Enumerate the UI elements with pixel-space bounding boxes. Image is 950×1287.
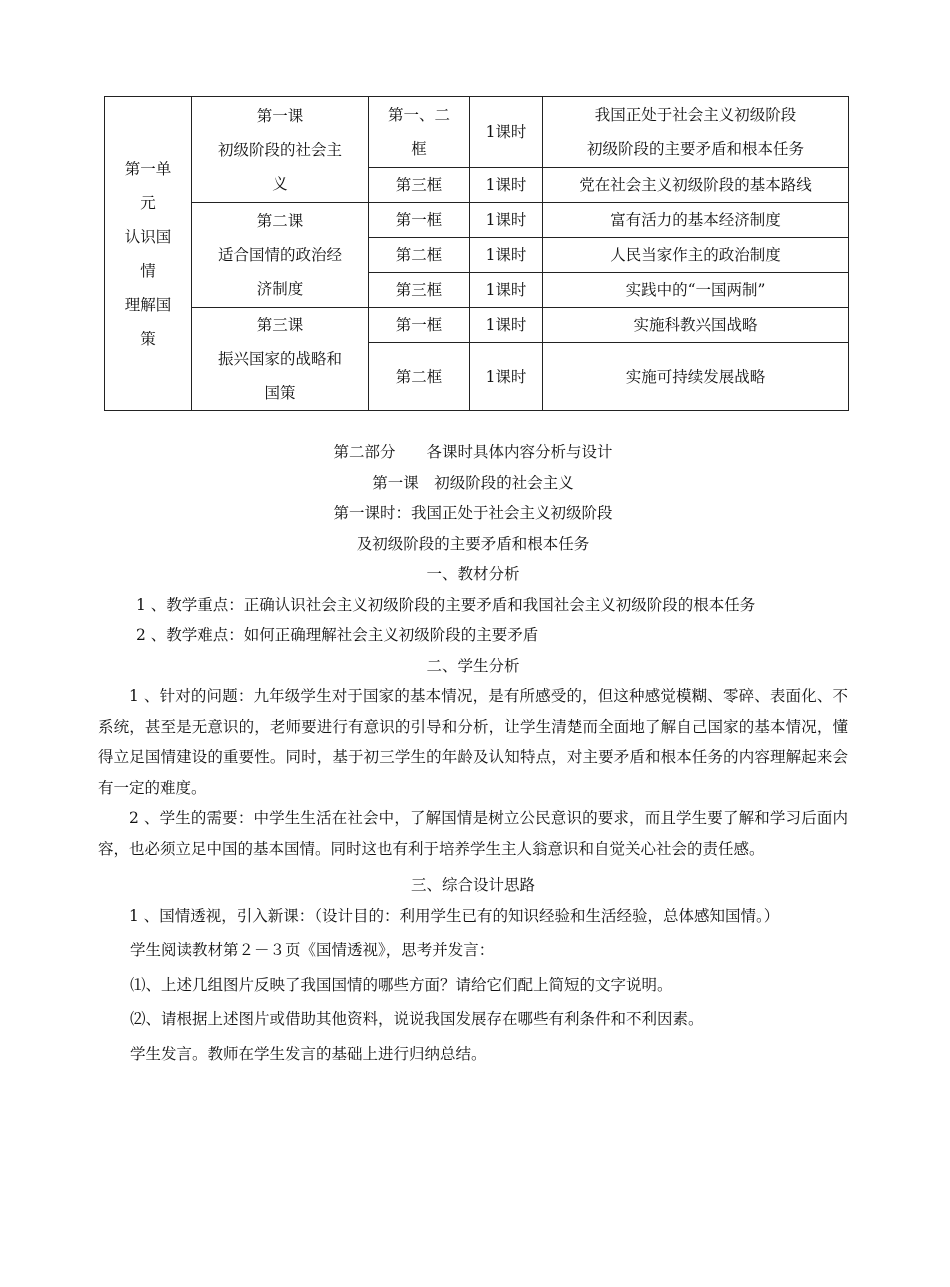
section-heading: 二、学生分析 [426,656,520,675]
section-cell: 第三框 [369,273,470,308]
document-body [98,437,848,1069]
hours-cell: 1课时 [470,273,543,308]
question-item: ⑴、上述几组图片反映了我国国情的哪些方面？请给它们配上简短的文字说明。 [130,975,673,994]
section-cell: 第二框 [369,238,470,273]
hours-cell: 1课时 [470,203,543,238]
paragraph: 1 、针对的问题：九年级学生对于国家的基本情况，是有所感受的，但这种感觉模糊、零碎、表面化、不系统，甚至是无意识的，老师要进行有意识的引导和分析，让学生清楚而全面地了解自己国家的基本情况，懂得立足国情建设的重要性。同时，基于初三学生的年龄及认知特点，对主要矛盾和根本任务的内容理解起来会有一定的难度。 [98,687,848,797]
period-subtitle: 及初级阶段的主要矛盾和根本任务 [356,534,590,553]
lesson-2-cell: 第二课 适合国情的政治经 济制度 [192,203,369,308]
paragraph: 学生发言。教师在学生发言的基础上进行归纳总结。 [130,1044,487,1063]
hours-cell: 1课时 [470,238,543,273]
question-item: ⑵、请根据上述图片或借助其他资料，说说我国发展存在哪些有利条件和不利因素。 [130,1010,704,1028]
content-cell: 人民当家作主的政治制度 [543,238,849,273]
content-cell: 党在社会主义初级阶段的基本路线 [543,168,849,203]
section-cell: 第三框 [369,168,470,203]
content-cell: 我国正处于社会主义初级阶段 初级阶段的主要矛盾和根本任务 [543,97,849,168]
hours-cell: 1课时 [470,308,543,343]
content-cell: 富有活力的基本经济制度 [543,203,849,238]
section-cell: 第一框 [369,203,470,238]
paragraph: 2 、学生的需要：中学生生活在社会中，了解国情是树立公民意识的要求，而且学生要了解和学习后面内容，也必须立足中国的基本国情。同时这也有利于培养学生主人翁意识和自觉关心社会的责任感。 [98,809,848,858]
lesson-3-cell: 第三课 振兴国家的战略和 国策 [192,308,369,411]
content-cell: 实施科教兴国战略 [543,308,849,343]
section-cell: 第一、二 框 [369,97,470,168]
curriculum-table [104,96,849,411]
hours-cell: 1课时 [470,168,543,203]
section-heading: 一、教材分析 [426,565,520,583]
section-cell: 第一框 [369,308,470,343]
unit-cell: 第一单 元 认识国 情 理解国 策 [105,97,192,411]
section-cell: 第二框 [369,343,470,411]
key-point: 1 、教学重点：正确认识社会主义初级阶段的主要矛盾和我国社会主义初级阶段的根本任务 [136,595,756,614]
hours-cell: 1课时 [470,343,543,411]
content-cell: 实施可持续发展战略 [543,343,849,411]
paragraph: 学生阅读教材第２－３页《国情透视》，思考并发言： [130,941,495,959]
difficulty-point: 2 、教学难点：如何正确理解社会主义初级阶段的主要矛盾 [136,626,539,644]
content-cell: 实践中的“一国两制” [543,273,849,308]
period-title: 第一课时：我国正处于社会主义初级阶段 [333,504,613,522]
hours-cell: 1课时 [470,97,543,168]
lesson-1-cell: 第一课 初级阶段的社会主 义 [192,97,369,203]
lesson-title: 第一课 初级阶段的社会主义 [372,473,574,492]
section-heading: 三、综合设计思路 [410,876,535,894]
paragraph: 1 、国情透视，引入新课：（设计目的：利用学生已有的知识经验和生活经验，总体感知国情。） [129,906,780,925]
part-title: 第二部分 各课时具体内容分析与设计 [333,443,613,461]
